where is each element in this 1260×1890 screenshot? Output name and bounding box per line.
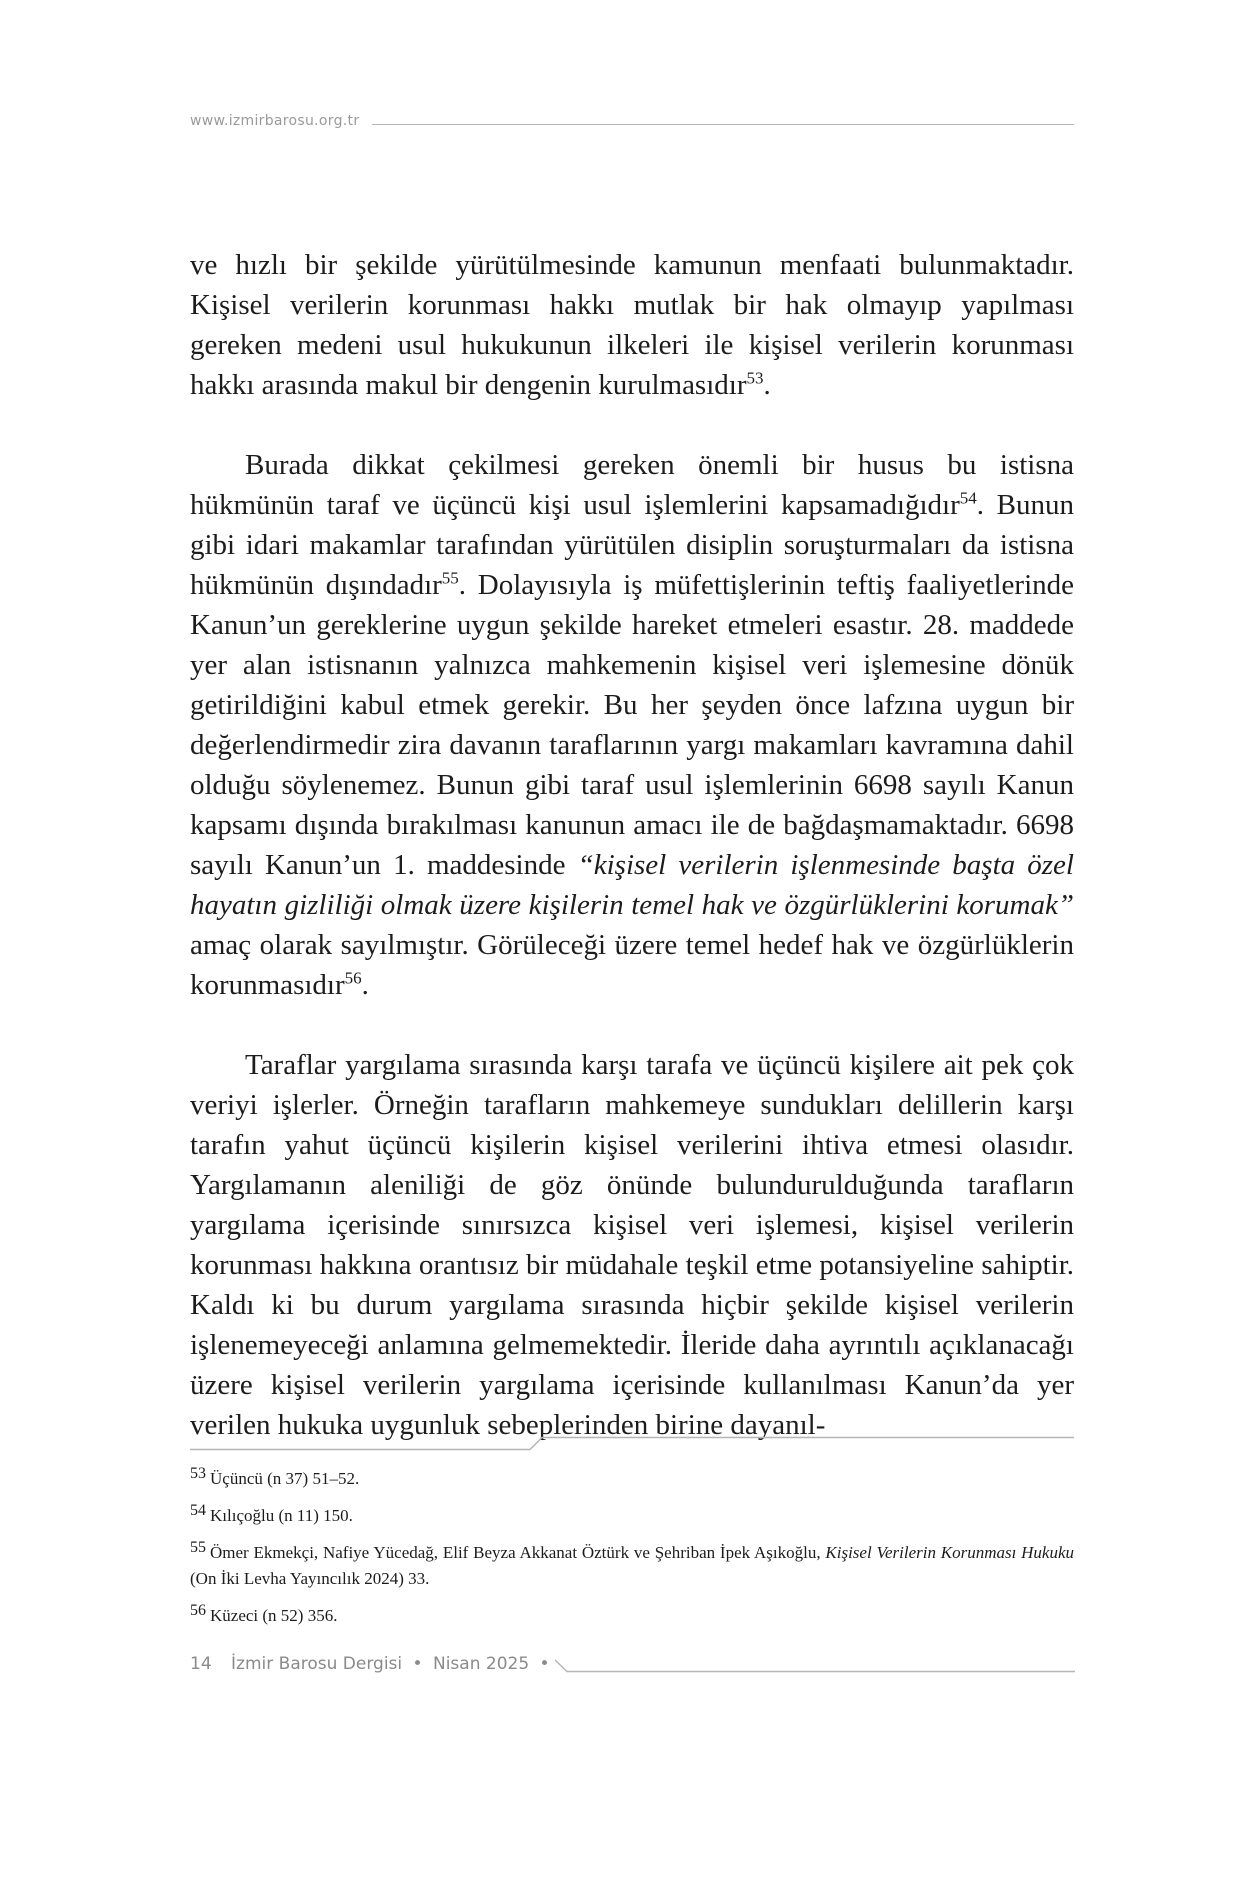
footnote-text: Ömer Ekmekçi, Nafiye Yücedağ, Elif Beyza Akkanat Öztürk ve Şehriban İpek Aşıkoğlu, <box>210 1543 826 1562</box>
footnote-number: 54 <box>190 1502 206 1519</box>
footnote-number: 56 <box>190 1602 206 1619</box>
paragraph-3-text: Taraflar yargılama sırasında karşı tarafa ve üçüncü kişilere ait pek çok veriyi işlerler. Örneğin tarafların mahkemeye sundukları delillerin karşı tarafın yahut üçüncü kişilerin kişisel verilerini ihtiva etmesi olasıdır. Yargılamanın aleniliği de göz önünde bulundurulduğunda tarafların yargılama içerisinde sınırsızca kişisel veri işlemesi, kişisel verilerin korunması hakkına orantısız bir müdahale teşkil etme potansiyeline sahiptir. Kaldı ki bu durum yargılama sırasında hiçbir şekilde kişisel verilerin işlenemeyeceği anlamına gelmemektedir. İleride daha ayrıntılı açıklanacağı üzere kişisel verilerin yargılama içerisinde kullanılması Kanun’da yer verilen hukuka uygunluk sebeplerinden birine dayanıl- <box>190 1049 1074 1441</box>
footnote-text: Küzeci (n 52) 356. <box>210 1606 338 1625</box>
paragraph-2-end: . <box>361 969 369 1001</box>
footer-rule <box>555 1658 1075 1674</box>
journal-name: İzmir Barosu Dergisi <box>231 1654 403 1674</box>
paragraph-1-end: . <box>763 369 771 401</box>
footnote-ref-53[interactable]: 53 <box>746 368 764 388</box>
law-quote: “kişisel verilerin işlenmesinde başta özel hayatın gizliliği olmak üzere kişilerin temel hak ve özgürlüklerini korumak” <box>190 849 1074 921</box>
footnote-56 <box>190 1603 1074 1629</box>
footnote-55 <box>190 1540 1074 1592</box>
footnote-text: Üçüncü (n 37) 51–52. <box>210 1469 360 1488</box>
article-body <box>190 245 1074 1485</box>
footnote-ref-56[interactable]: 56 <box>344 968 362 988</box>
paragraph-2-text-a: Burada dikkat çekilmesi gereken önemli bir husus bu istisna hükmünün taraf ve üçüncü kişi usul işlemlerini kapsamadığıdır <box>190 449 1074 521</box>
footnote-number: 55 <box>190 1539 206 1556</box>
page-number: 14 <box>190 1654 212 1674</box>
footnote-ref-54[interactable]: 54 <box>959 488 977 508</box>
paragraph-3 <box>190 1045 1074 1445</box>
footer-separator: • <box>539 1654 550 1674</box>
footnotes <box>190 1466 1074 1640</box>
footnote-text-post: (On İki Levha Yayıncılık 2024) 33. <box>190 1569 430 1588</box>
paragraph-2 <box>190 445 1074 1005</box>
footnote-54 <box>190 1503 1074 1529</box>
paragraph-2-text-c: . Dolayısıyla iş müfettişlerinin teftiş faaliyetlerinde Kanun’un gereklerine uygun şekilde hareket etmeleri esastır. 28. maddede yer alan istisnanın yalnızca mahkemenin kişisel veri işlemesine dönük getirildiğini kabul etmek gerekir. Bu her şeyden önce lafzına uygun bir değerlendirmedir zira davanın taraflarının yargı makamları kavramına dahil olduğu söylenemez. Bunun gibi taraf usul işlemlerinin 6698 sayılı Kanun kapsamı dışında bırakılması kanunun amacı ile de bağdaşmamaktadır. 6698 sayılı Kanun’un 1. maddesinde <box>190 569 1075 881</box>
footnote-53 <box>190 1466 1074 1492</box>
paragraph-2-text-b: . Bunun gibi idari makamlar tarafından yürütülen disiplin soruşturmaları da istisna hükmünün dışındadır <box>190 489 1074 601</box>
footnote-separator <box>190 1436 1074 1452</box>
footnote-ref-55[interactable]: 55 <box>441 568 459 588</box>
header-url: www.izmirbarosu.org.tr <box>190 113 360 129</box>
issue-date: Nisan 2025 <box>432 1654 530 1674</box>
footnote-text: Kılıçoğlu (n 11) 150. <box>210 1506 353 1525</box>
paragraph-2-text-d: amaç olarak sayılmıştır. Görüleceği üzere temel hedef hak ve özgürlüklerin korunmasıdır <box>190 929 1074 1001</box>
book-title: Kişisel Verilerin Korunması Hukuku <box>825 1543 1074 1562</box>
page-footer <box>190 1654 555 1674</box>
header-rule <box>372 124 1074 125</box>
footnote-number: 53 <box>190 1465 206 1482</box>
paragraph-1-text: ve hızlı bir şekilde yürütülmesinde kamunun menfaati bulunmaktadır. Kişisel verilerin korunması hakkı mutlak bir hak olmayıp yapılması gereken medeni usul hukukunun ilkeleri ile kişisel verilerin korunması hakkı arasında makul bir dengenin kurulmasıdır <box>190 249 1074 401</box>
footer-separator: • <box>412 1654 423 1674</box>
paragraph-1 <box>190 245 1074 405</box>
